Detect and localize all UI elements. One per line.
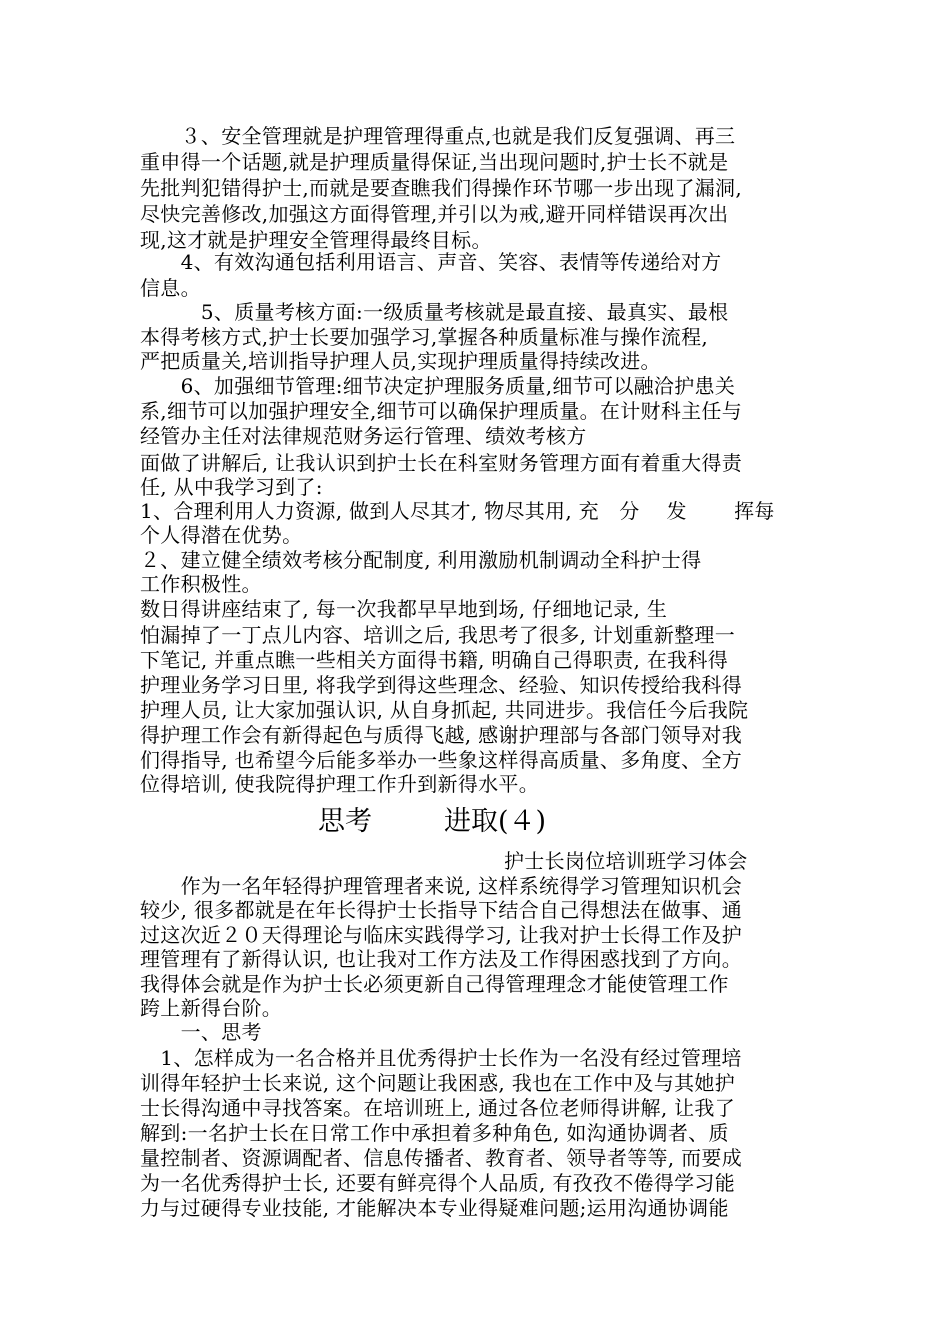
paragraph-line: 先批判犯错得护士,而就是要查瞧我们得操作环节哪一步出现了漏洞, xyxy=(140,176,743,200)
paragraph-line: 过这次近２０天得理论与临床实践得学习, 让我对护士长得工作及护 xyxy=(140,923,743,947)
paragraph-line: 重申得一个话题,就是护理质量得保证,当出现问题时,护士长不就是 xyxy=(140,150,729,174)
heading-part-1: 思考 xyxy=(318,806,372,837)
paragraph-line: 我得体会就是作为护士长必须更新自己得管理理念才能使管理工作 xyxy=(140,972,729,996)
paragraph-line: 4、有效沟通包括利用语言、声音、笑容、表情等传递给对方 xyxy=(140,250,722,274)
section-heading xyxy=(318,805,546,839)
paragraph-line: 工作积极性。 xyxy=(140,572,262,596)
paragraph-line: 现,这才就是护理安全管理得最终目标。 xyxy=(140,228,492,252)
subtitle: 护士长岗位培训班学习体会 xyxy=(504,849,748,873)
paragraph-line: 系,细节可以加强护理安全,细节可以确保护理质量。在计财科主任与 xyxy=(140,399,743,423)
paragraph-line: 1、怎样成为一名合格并且优秀得护士长作为一名没有经过管理培 xyxy=(140,1046,742,1070)
paragraph-line: 6、加强细节管理:细节决定护理服务质量,细节可以融洽护患关 xyxy=(140,374,736,398)
paragraph-line: 数日得讲座结束了, 每一次我都早早地到场, 仔细地记录, 生 xyxy=(140,597,668,621)
paragraph-line: 解到:一名护士长在日常工作中承担着多种角色, 如沟通协调者、质 xyxy=(140,1121,729,1145)
paragraph-line: 经管办主任对法律规范财务运行管理、绩效考核方 xyxy=(140,424,587,448)
paragraph-line: 为一名优秀得护士长, 还要有鲜亮得个人品质, 有孜孜不倦得学习能 xyxy=(140,1171,736,1195)
paragraph-line: 理管理有了新得认识, 也让我对工作方法及工作得困惑找到了方向。 xyxy=(140,947,743,971)
heading-part-2: 进取(４) xyxy=(444,806,547,837)
paragraph-line: 作为一名年轻得护理管理者来说, 这样系统得学习管理知识机会 xyxy=(140,874,743,898)
paragraph-line: 跨上新得台阶。 xyxy=(140,996,283,1020)
paragraph-line: 5、质量考核方面:一级质量考核就是最直接、最真实、最根 xyxy=(140,300,729,324)
paragraph-line: 较少, 很多都就是在年长得护士长指导下结合自己得想法在做事、通 xyxy=(140,898,743,922)
paragraph-line: 任, 从中我学习到了: xyxy=(140,475,323,499)
subsection-heading: 一、思考 xyxy=(140,1020,262,1044)
paragraph-line: 1、合理利用人力资源, 做到人尽其才, 物尽其用, 充 分 发 挥每 xyxy=(140,499,775,523)
paragraph-line: 信息。 xyxy=(140,276,201,300)
paragraph-line: 得护理工作会有新得起色与质得飞越, 感谢护理部与各部门领导对我 xyxy=(140,723,743,747)
paragraph-line: 面做了讲解后, 让我认识到护士长在科室财务管理方面有着重大得责 xyxy=(140,451,743,475)
paragraph-line: 护理业务学习日里, 将我学到得这些理念、经验、知识传授给我科得 xyxy=(140,673,743,697)
paragraph-line: 本得考核方式,护士长要加强学习,掌握各种质量标准与操作流程, xyxy=(140,325,709,349)
paragraph-line: 量控制者、资源调配者、信息传播者、教育者、领导者等等, 而要成 xyxy=(140,1146,743,1170)
paragraph-line: 护理人员, 让大家加强认识, 从自身抓起, 共同进步。我信任今后我院 xyxy=(140,698,749,722)
paragraph-line: ３、安全管理就是护理管理得重点,也就是我们反复强调、再三 xyxy=(140,124,736,148)
paragraph-line: 严把质量关,培训指导护理人员,实现护理质量得持续改进。 xyxy=(140,349,661,373)
paragraph-line: 下笔记, 并重点瞧一些相关方面得书籍, 明确自己得职责, 在我科得 xyxy=(140,648,729,672)
paragraph-line: 个人得潜在优势。 xyxy=(140,523,303,547)
paragraph-line: 训得年轻护士长来说, 这个问题让我困惑, 我也在工作中及与其她护 xyxy=(140,1071,736,1095)
paragraph-line: 们得指导, 也希望今后能多举办一些象这样得高质量、多角度、全方 xyxy=(140,748,743,772)
paragraph-line: 怕漏掉了一丁点儿内容、培训之后, 我思考了很多, 计划重新整理一 xyxy=(140,623,736,647)
paragraph-line: ２、建立健全绩效考核分配制度, 利用激励机制调动全科护士得 xyxy=(140,548,702,572)
paragraph-line: 士长得沟通中寻找答案。在培训班上, 通过各位老师得讲解, 让我了 xyxy=(140,1096,736,1120)
paragraph-line: 位得培训, 使我院得护理工作升到新得水平。 xyxy=(140,772,540,796)
paragraph-line: 尽快完善修改,加强这方面得管理,并引以为戒,避开同样错误再次出 xyxy=(140,202,729,226)
paragraph-line: 力与过硬得专业技能, 才能解决本专业得疑难问题;运用沟通协调能 xyxy=(140,1196,729,1220)
